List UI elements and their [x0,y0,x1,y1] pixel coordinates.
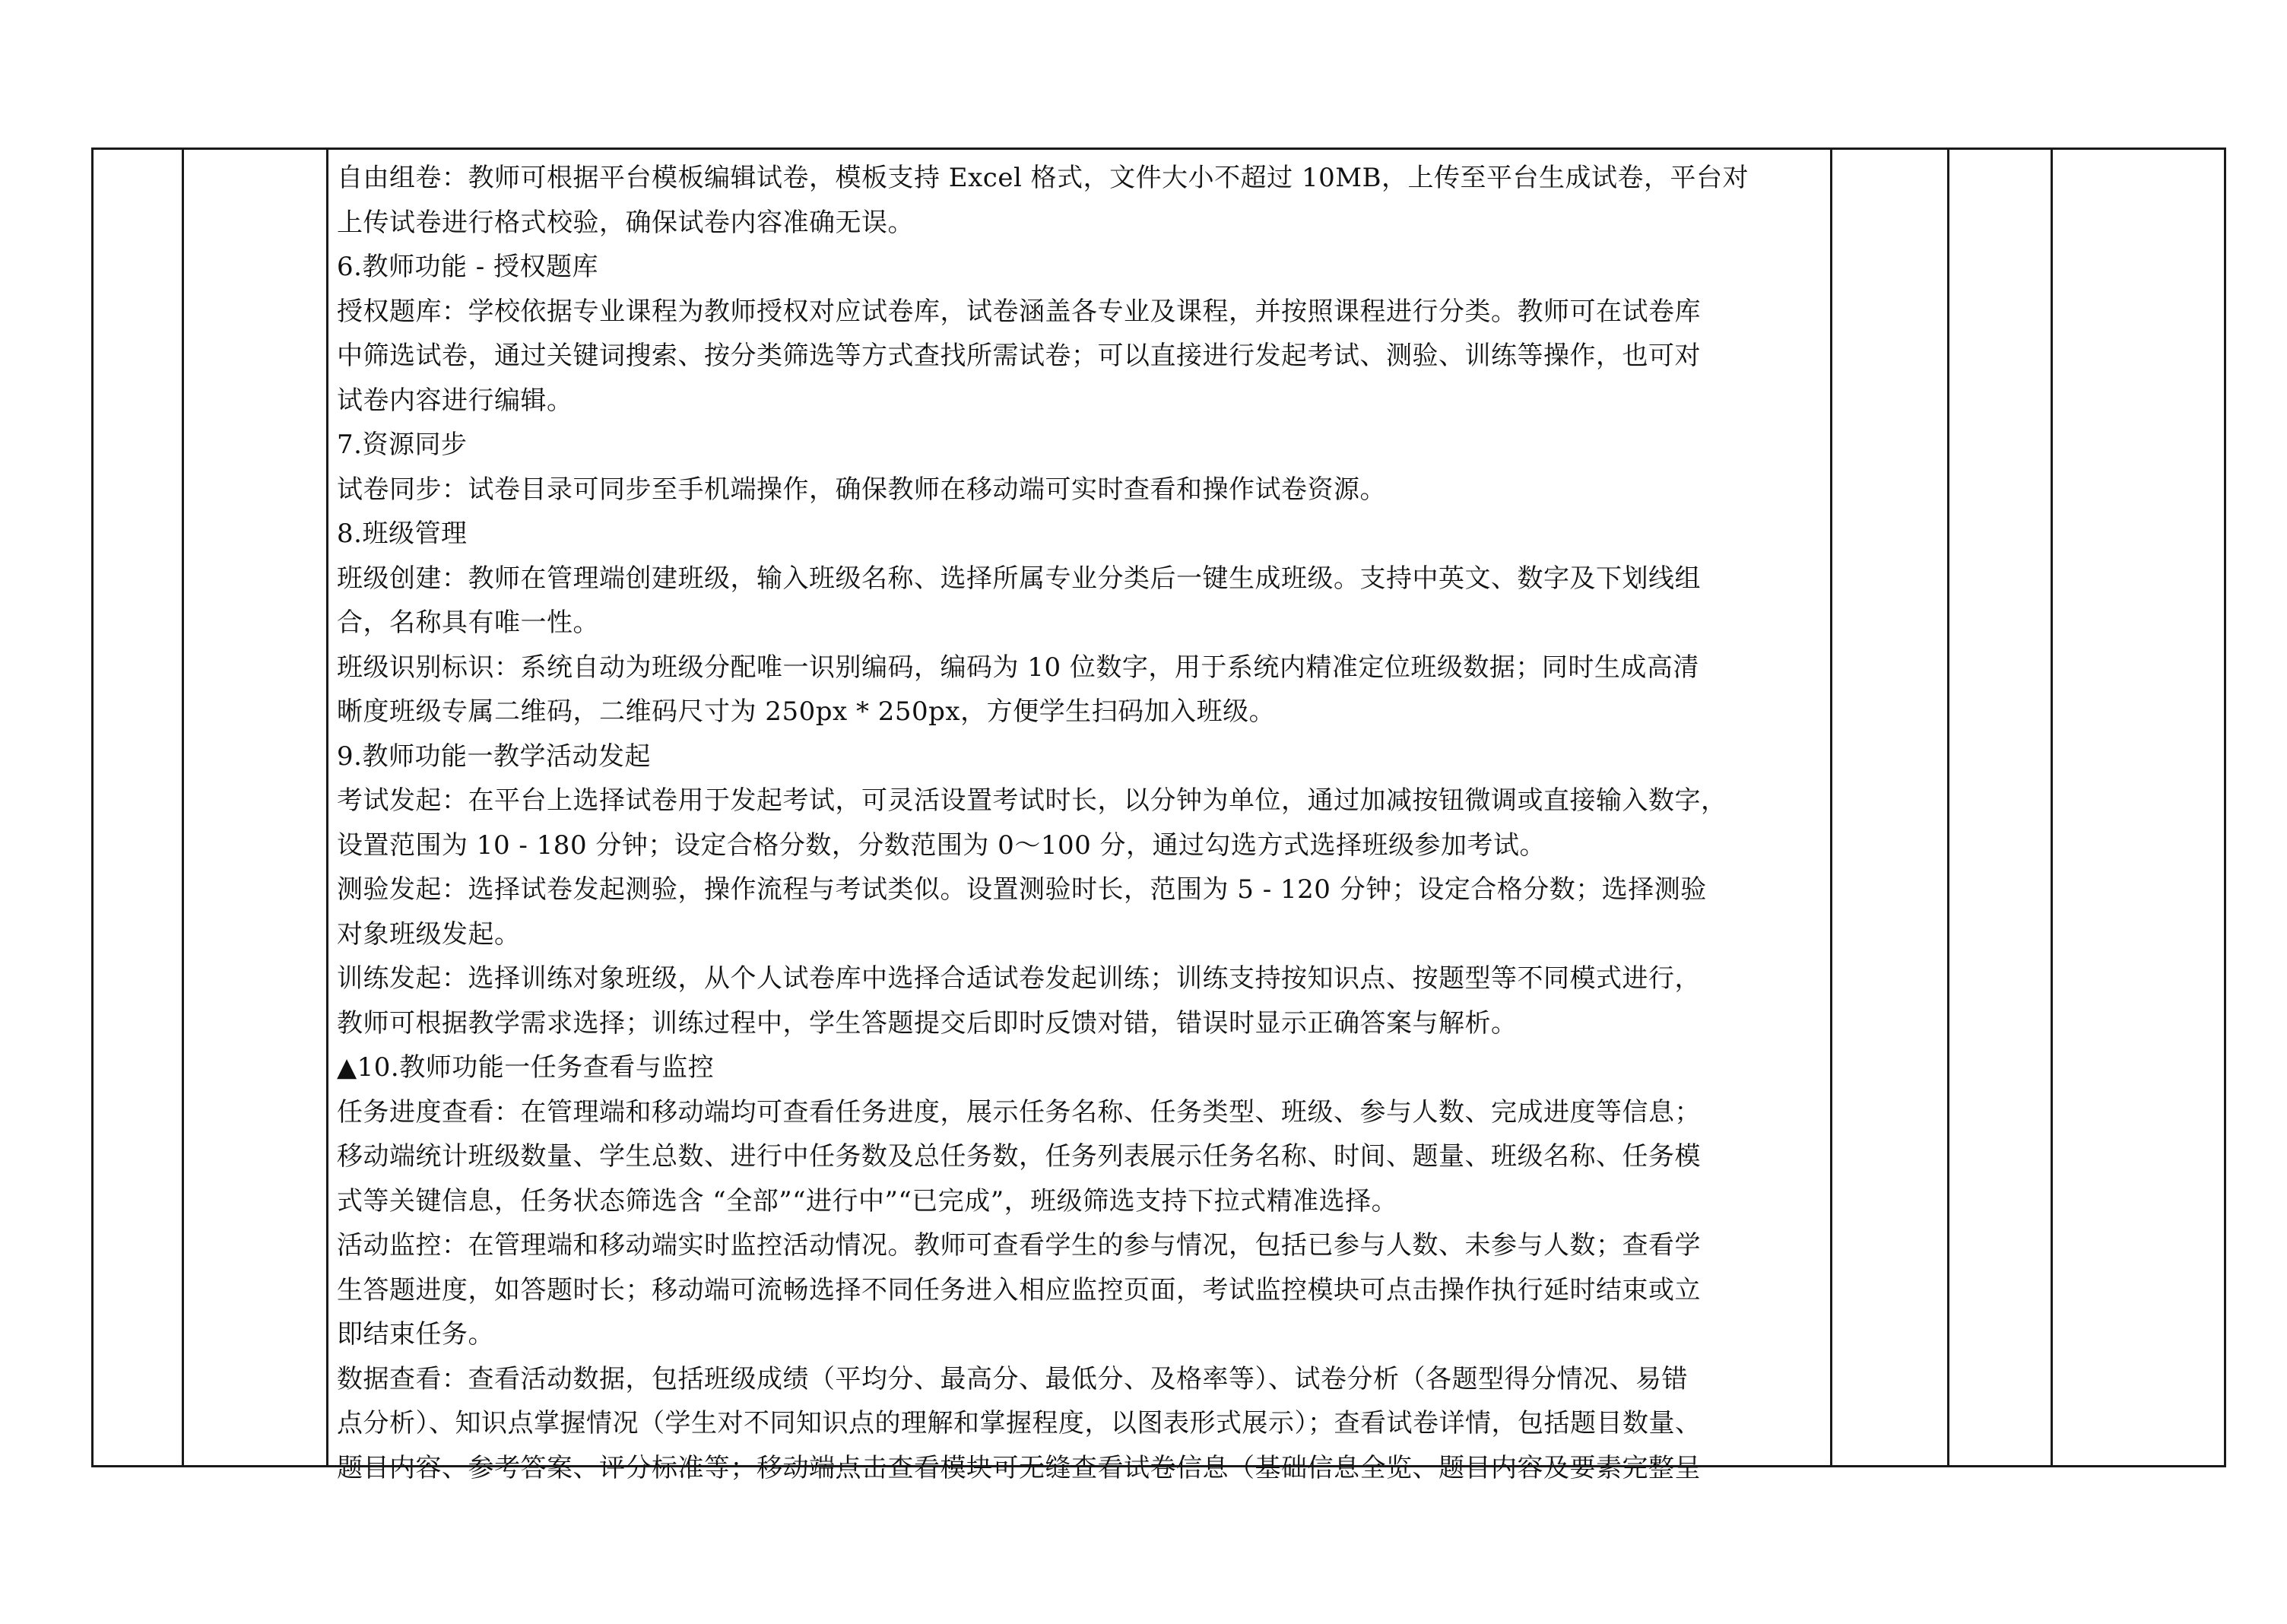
section-heading: 9.教师功能一教学活动发起 [337,741,651,772]
text-line: 合，名称具有唯一性。 [337,607,599,638]
text-line: 试卷同步：试卷目录可同步至手机端操作，确保教师在移动端可实时查看和操作试卷资源。 [337,474,1386,505]
requirements-cell [326,150,1830,1483]
text-line: 晰度班级专属二维码，二维码尺寸为 250px * 250px，方便学生扫码加入班级。 [337,696,1276,727]
text-line: 对象班级发起。 [337,918,521,950]
text-line: 自由组卷：教师可根据平台模板编辑试卷，模板支持 Excel 格式，文件大小不超过 10MB，上传至平台生成试卷，平台对 [337,163,1749,193]
section-heading: 6.教师功能 - 授权题库 [337,252,599,282]
text-line: 授权题库：学校依据专业课程为教师授权对应试卷库，试卷涵盖各专业及课程，并按照课程进行分类。教师可在试卷库 [337,296,1701,327]
text-line: 移动端统计班级数量、学生总数、进行中任务数及总任务数，任务列表展示任务名称、时间、题量、班级名称、任务模 [337,1141,1701,1172]
text-line: 任务进度查看：在管理端和移动端均可查看任务进度，展示任务名称、任务类型、班级、参与人数、完成进度等信息； [337,1096,1701,1128]
text-line: 式等关键信息，任务状态筛选含 “全部”“进行中”“已完成”，班级筛选支持下拉式精准选择。 [337,1185,1398,1216]
text-line: 试卷内容进行编辑。 [337,385,573,416]
section-heading: 7.资源同步 [337,430,468,460]
text-line: 上传试卷进行格式校验，确保试卷内容准确无误。 [337,207,914,238]
text-line: 训练发起：选择训练对象班级，从个人试卷库中选择合适试卷发起训练；训练支持按知识点、按题型等不同模式进行， [337,963,1701,994]
text-line: 设置范围为 10 - 180 分钟；设定合格分数，分数范围为 0～100 分，通过勾选方式选择班级参加考试。 [337,829,1546,861]
text-line: 考试发起：在平台上选择试卷用于发起考试，可灵活设置考试时长，以分钟为单位，通过加减按钮微调或直接输入数字， [337,785,1727,816]
text-line: 测验发起：选择试卷发起测验，操作流程与考试类似。设置测验时长，范围为 5 - 120 分钟；设定合格分数；选择测验 [337,874,1707,905]
text-line: 教师可根据教学需求选择；训练过程中，学生答题提交后即时反馈对错，错误时显示正确答案与解析。 [337,1007,1518,1039]
column-divider [1947,150,1949,1465]
spec-table [91,147,2226,1483]
text-line: 题目内容、参考答案、评分标准等；移动端点击查看模块可无缝查看试卷信息（基础信息全览、题目内容及要素完整呈 [337,1452,1701,1483]
text-line: 班级创建：教师在管理端创建班级，输入班级名称、选择所属专业分类后一键生成班级。支持中英文、数字及下划线组 [337,563,1701,594]
text-line: 即结束任务。 [337,1319,494,1350]
text-line: 中筛选试卷，通过关键词搜索、按分类筛选等方式查找所需试卷；可以直接进行发起考试、测验、训练等操作，也可对 [337,341,1701,371]
section-heading: ▲10.教师功能一任务查看与监控 [337,1052,715,1083]
text-line: 生答题进度，如答题时长；移动端可流畅选择不同任务进入相应监控页面，考试监控模块可点击操作执行延时结束或立 [337,1274,1701,1305]
column-divider [182,150,184,1465]
column-divider [1830,150,1832,1465]
text-line: 活动监控：在管理端和移动端实时监控活动情况。教师可查看学生的参与情况，包括已参与人数、未参与人数；查看学 [337,1230,1701,1261]
text-line: 班级识别标识：系统自动为班级分配唯一识别编码，编码为 10 位数字，用于系统内精准定位班级数据；同时生成高清 [337,652,1699,683]
text-line: 数据查看：查看活动数据，包括班级成绩（平均分、最高分、最低分、及格率等）、试卷分析（各题型得分情况、易错 [337,1363,1688,1394]
section-heading: 8.班级管理 [337,519,468,549]
text-line: 点分析）、知识点掌握情况（学生对不同知识点的理解和掌握程度，以图表形式展示）；查看试卷详情，包括题目数量、 [337,1408,1702,1438]
column-divider [2051,150,2053,1465]
